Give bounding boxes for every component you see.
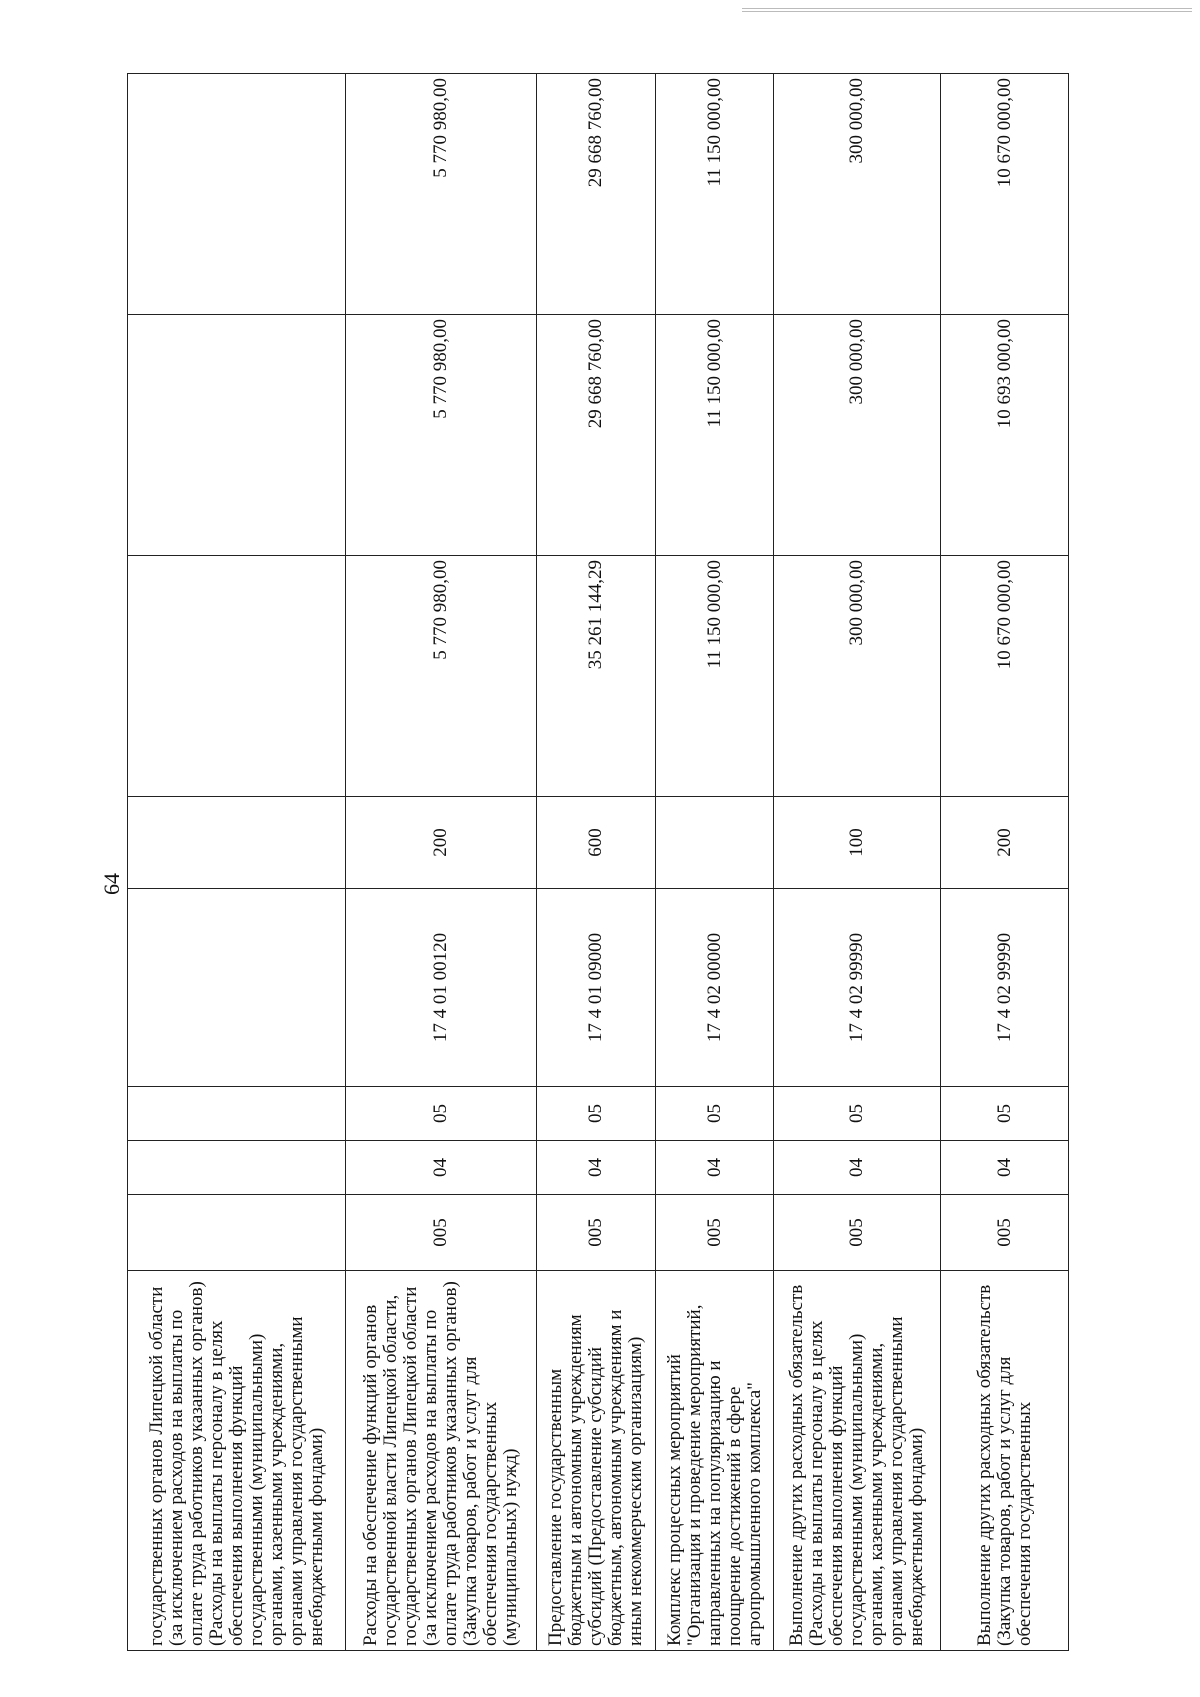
amount-year-1: 10 670 000,00 (941, 556, 1069, 797)
code-ministry: 005 (774, 1195, 941, 1271)
code-subsection: 05 (537, 1087, 656, 1141)
description-line: органами, казенными учреждениями, (866, 1342, 887, 1646)
table-row (774, 74, 941, 1651)
amount-year-2: 29 668 760,00 (537, 315, 656, 556)
description-line: (Расходы на выплаты персоналу в целях (205, 1320, 227, 1646)
amount-year-2 (128, 315, 346, 556)
description-line: обеспечения выполнения функций (826, 1365, 847, 1646)
amount-year-2: 10 693 000,00 (941, 315, 1069, 556)
rotated-page-content (127, 74, 1068, 1651)
description-line: (Закупка товаров, работ и услуг для (993, 1356, 1015, 1646)
amount-year-3: 5 770 980,00 (346, 74, 537, 315)
code-ministry: 005 (346, 1195, 537, 1271)
table-row (537, 74, 656, 1651)
code-target-article: 17 4 02 99990 (941, 889, 1069, 1087)
code-section: 04 (346, 1141, 537, 1195)
description-line: государственной власти Липецкой области, (380, 1294, 401, 1646)
amount-year-2: 300 000,00 (774, 315, 941, 556)
description-line: Комплекс процессных мероприятий (663, 1354, 685, 1646)
code-target-article: 17 4 01 00120 (346, 889, 537, 1087)
page-number: 64 (99, 873, 124, 895)
code-target-article (128, 889, 346, 1087)
code-section: 04 (774, 1141, 941, 1195)
description-line: субсидий (Предоставление субсидий (585, 1346, 606, 1646)
code-expense-type (656, 797, 774, 889)
code-expense-type: 200 (941, 797, 1069, 889)
amount-year-1: 5 770 980,00 (346, 556, 537, 797)
row-description (537, 1271, 656, 1651)
table-body (128, 74, 1069, 1651)
code-subsection (128, 1087, 346, 1141)
row-description (346, 1271, 537, 1651)
code-ministry: 005 (656, 1195, 774, 1271)
description-line: органами управления государственными (886, 1316, 907, 1646)
amount-year-3 (128, 74, 346, 315)
description-line: направленных на популяризацию и (703, 1360, 725, 1646)
amount-year-1: 11 150 000,00 (656, 556, 774, 797)
table-row (656, 74, 774, 1651)
scan-artifact-lines (742, 8, 1192, 12)
description-line: Предоставление государственным (545, 1368, 566, 1646)
code-section (128, 1141, 346, 1195)
description-line: государственных органов Липецкой области (145, 1286, 167, 1646)
description-line: Выполнение других расходных обязательств (973, 1284, 995, 1646)
code-subsection: 05 (941, 1087, 1069, 1141)
table-row (941, 74, 1069, 1651)
code-expense-type: 200 (346, 797, 537, 889)
amount-year-3: 29 668 760,00 (537, 74, 656, 315)
amount-year-2: 5 770 980,00 (346, 315, 537, 556)
description-line: (за исключением расходов на выплаты по (420, 1309, 441, 1646)
code-ministry: 005 (537, 1195, 656, 1271)
description-line: обеспечения государственных (480, 1401, 501, 1646)
amount-year-2: 11 150 000,00 (656, 315, 774, 556)
description-line: обеспечения выполнения функций (225, 1365, 247, 1646)
code-expense-type: 100 (774, 797, 941, 889)
table-row (346, 74, 537, 1651)
code-expense-type: 600 (537, 797, 656, 889)
amount-year-1: 35 261 144,29 (537, 556, 656, 797)
description-line: оплате труда работников указанных органов) (185, 1281, 207, 1646)
code-ministry: 005 (941, 1195, 1069, 1271)
description-line: оплате труда работников указанных органов) (440, 1281, 461, 1646)
description-line: поощрение достижений в сфере (723, 1386, 745, 1646)
description-line: Выполнение других расходных обязательств (786, 1284, 807, 1646)
description-line: государственными (муниципальными) (245, 1333, 267, 1646)
amount-year-3: 300 000,00 (774, 74, 941, 315)
description-line: (Закупка товаров, работ и услуг для (460, 1356, 481, 1646)
amount-year-1: 300 000,00 (774, 556, 941, 797)
table-row (128, 74, 346, 1651)
code-section: 04 (537, 1141, 656, 1195)
amount-year-3: 11 150 000,00 (656, 74, 774, 315)
description-line: агропромышленного комплекса" (743, 1382, 765, 1646)
description-line: органами, казенными учреждениями, (265, 1342, 287, 1646)
description-line: обеспечения государственных (1013, 1401, 1035, 1646)
row-description (941, 1271, 1069, 1651)
row-description (774, 1271, 941, 1651)
code-target-article: 17 4 01 09000 (537, 889, 656, 1087)
description-line: бюджетным, автономным учреждениям и (605, 1309, 626, 1646)
amount-year-1 (128, 556, 346, 797)
description-line: иным некоммерческим организациям) (625, 1336, 646, 1646)
description-line: органами управления государственными (285, 1316, 307, 1646)
code-section: 04 (941, 1141, 1069, 1195)
description-line: внебюджетными фондами) (906, 1427, 927, 1646)
row-description (656, 1271, 774, 1651)
description-line: государственными (муниципальными) (846, 1333, 867, 1646)
description-line: "Организация и проведение мероприятий, (683, 1304, 705, 1646)
code-subsection: 05 (656, 1087, 774, 1141)
code-expense-type (128, 797, 346, 889)
description-line: государственных органов Липецкой области (400, 1286, 421, 1646)
code-section: 04 (656, 1141, 774, 1195)
description-line: внебюджетными фондами) (305, 1427, 327, 1646)
code-target-article: 17 4 02 99990 (774, 889, 941, 1087)
code-ministry (128, 1195, 346, 1271)
amount-year-3: 10 670 000,00 (941, 74, 1069, 315)
description-line: бюджетным и автономным учреждениям (565, 1314, 586, 1646)
description-line: (Расходы на выплаты персоналу в целях (806, 1320, 827, 1646)
row-description (128, 1271, 346, 1651)
description-line: Расходы на обеспечение функций органов (360, 1304, 381, 1646)
code-target-article: 17 4 02 00000 (656, 889, 774, 1087)
description-line: (за исключением расходов на выплаты по (165, 1309, 187, 1646)
description-line: (муниципальных) нужд) (500, 1448, 521, 1646)
budget-table (127, 73, 1069, 1651)
code-subsection: 05 (346, 1087, 537, 1141)
code-subsection: 05 (774, 1087, 941, 1141)
